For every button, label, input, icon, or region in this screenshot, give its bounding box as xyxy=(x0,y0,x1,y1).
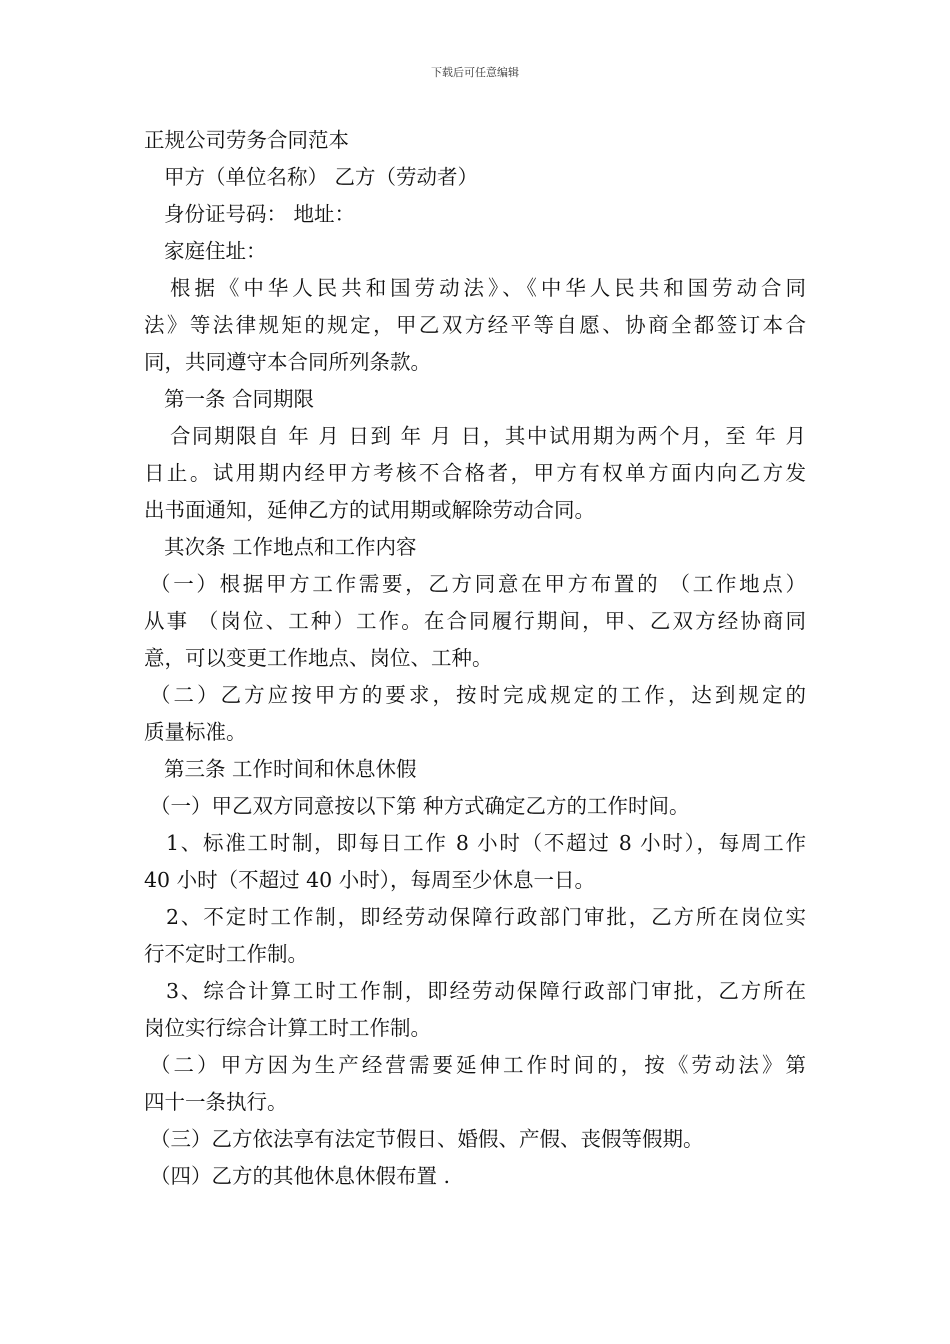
paragraph-line: （三）乙方依法享有法定节假日、婚假、产假、丧假等假期。 xyxy=(150,1127,704,1151)
home-address-line: 家庭住址： xyxy=(164,239,267,263)
paragraph-line: 根据《中华人民共和国劳动法》、《中华人民共和国劳动合同 xyxy=(170,276,806,300)
document-title: 正规公司劳务合同范本 xyxy=(144,128,349,152)
paragraph-line: 40 小时（不超过 40 小时），每周至少休息一日。 xyxy=(144,868,595,892)
paragraph-line: 法》等法律规矩的规定，甲乙双方经平等自愿、协商全都签订本合 xyxy=(144,313,806,337)
paragraph-line: （一）甲乙双方同意按以下第 种方式确定乙方的工作时间。 xyxy=(150,794,690,818)
document-body xyxy=(144,122,806,1195)
page-header-note: 下载后可任意编辑 xyxy=(431,66,519,79)
paragraph-line: 2、不定时工作制，即经劳动保障行政部门审批，乙方所在岗位实 xyxy=(166,905,806,929)
paragraph-line: 合同期限自 年 月 日到 年 月 日，其中试用期为两个月，至 年 月 xyxy=(170,424,806,448)
paragraph-line: 同，共同遵守本合同所列条款。 xyxy=(144,350,431,374)
paragraph-line: 3、综合计算工时工作制，即经劳动保障行政部门审批，乙方所在 xyxy=(166,979,806,1003)
paragraph-line: 出书面通知，延伸乙方的试用期或解除劳动合同。 xyxy=(144,498,595,522)
paragraph-line: 岗位实行综合计算工时工作制。 xyxy=(144,1016,431,1040)
paragraph-line: 日止。试用期内经甲方考核不合格者，甲方有权单方面内向乙方发 xyxy=(144,461,806,485)
paragraph-line: 意，可以变更工作地点、岗位、工种。 xyxy=(144,646,493,670)
article-heading: 其次条 工作地点和工作内容 xyxy=(164,535,417,559)
id-address-line: 身份证号码： 地址： xyxy=(164,202,356,226)
paragraph-line: 四十一条执行。 xyxy=(144,1090,288,1114)
paragraph-line: （二）甲方因为生产经营需要延伸工作时间的，按《劳动法》第 xyxy=(150,1053,806,1077)
article-heading: 第三条 工作时间和休息休假 xyxy=(164,757,417,781)
paragraph-line: 行不定时工作制。 xyxy=(144,942,308,966)
paragraph-line: （二）乙方应按甲方的要求，按时完成规定的工作，达到规定的 xyxy=(150,683,806,707)
paragraph-line: 从事 （岗位、工种）工作。在合同履行期间，甲、乙双方经协商同 xyxy=(144,609,806,633)
paragraph-line: （四）乙方的其他休息休假布置 . xyxy=(150,1164,451,1188)
paragraph-line: 1、标准工时制，即每日工作 8 小时（不超过 8 小时），每周工作 xyxy=(166,831,806,855)
paragraph-line: （一）根据甲方工作需要，乙方同意在甲方布置的 （工作地点） xyxy=(150,572,806,596)
paragraph-line: 质量标准。 xyxy=(144,720,247,744)
article-heading: 第一条 合同期限 xyxy=(164,387,315,411)
party-line: 甲方（单位名称） 乙方（劳动者） xyxy=(164,165,479,189)
